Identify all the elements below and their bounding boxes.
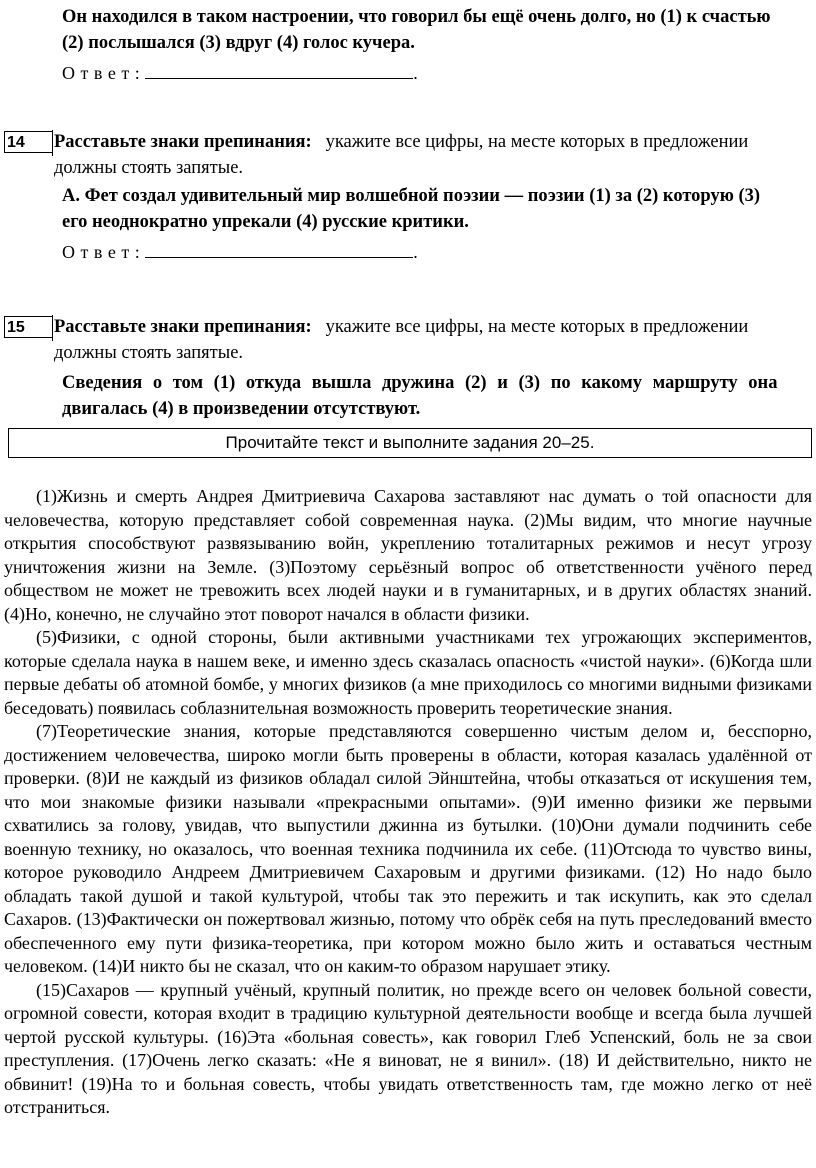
task14-instruction-text2: должны стоять запятые. [54,158,244,178]
task14-instruction-label: Расставьте знаки препинания: [54,132,312,152]
task14-sentence-line2: его неоднократно упрекали (4) русские критики. [62,212,469,232]
task14-instruction-text: укажите все цифры, на месте которых в предложении [325,132,749,152]
task15-sentence-line2: двигалась (4) в произведении отсутствуют. [62,399,421,419]
task15-instruction [54,314,814,366]
task13-answer: О т в е т : . [62,63,419,83]
task15-instruction-label: Расставьте знаки препинания: [54,317,312,337]
paragraph-2: (5)Физики, с одной стороны, были активными участниками тех угрожающих экспериментов, которые сделала наука в нашем веке, и именно здесь сказалась опасность «чистой науки». (6)Когда шли первые дебаты об атомной бомбе, у многих физиков (а мне приходилось со многими видными физиками беседовать) появилась соблазнительная возможность проверить теоретические знания. [4,627,812,718]
paragraph-1: (1)Жизнь и смерть Андрея Дмитриевича Сахарова заставляют нас думать о той опасности для человечества, которую представляет собой современная наука. (2)Мы видим, что многие научные открытия способствуют развязыванию войн, укреплению тоталитарных режимов и несут угрозу уничтожения жизни на Земле. (3)Поэтому серьёзный вопрос об ответственности учёного перед обществом не может не тревожить всех людей науки и в гуманитарных, и в других областях знаний. (4)Но, конечно, не случайно этот поворот начался в области физики. [4,486,812,624]
task14-answer-field[interactable] [145,241,413,258]
paragraph-3: (7)Теоретические знания, которые представляются совершенно чистым делом и, бесспорно, достижением человечества, широко могли быть проверены в области, которая казалась удалённой от проверки. (8)И не каждый из физиков обладал силой Эйнштейна, чтобы отказаться от искушения тем, что мои знакомые физики называли «прекрасными опытами». (9)И именно физики же первыми схватились за голову, увидав, что выпустили джинна из бутылки. (10)Они думали подчинить себе военную технику, но оказалось, что военная техника подчинила их себе. (11)Отсюда то чувство вины, которое руководило Андреем Дмитриевичем Сахаровым и другими физиками. (12) Но надо было обладать такой душой и такой культурой, чтобы так это пережить и так искупить, как это сделал Сахаров. (13)Фактически он пожертвовал жизнью, потому что обрёк себя на путь преследований вместо обеспеченного ему пути физика-теоретика, при котором можно было жить и оставаться честным человеком. (14)И никто бы не сказал, что он каким-то образом нарушает этику. [4,721,812,976]
answer-label: О т в е т : [62,63,141,83]
paragraph-4: (15)Сахаров — крупный учёный, крупный политик, но прежде всего он человек больной совести, огромной совести, которая входит в традицию культурной деятельности вообще и всегда была лучшей чертой русской культуры. (16)Эта «больная совесть», как говорил Глеб Успенский, боль не за свои преступления. (17)Очень легко сказать: «Не я виноват, не я винил». (18) И действительно, никто не обвинит! (19)На то и больная совесть, чтобы увидать ответственность там, где можно легко от неё отстраниться. [4,979,812,1117]
reading-instruction-banner: Прочитайте текст и выполните задания 20–25. [8,428,812,458]
task14-sentence-line1: А. Фет создал удивительный мир волшебной поэзии — поэзии (1) за (2) которую (3) [62,186,761,206]
answer-label: О т в е т : [62,242,141,262]
reading-text [4,485,812,1120]
task15-instruction-text: укажите все цифры, на месте которых в предложении [325,317,749,337]
task13-sentence-line1: Он находился в таком настроении, что говорил бы ещё очень долго, но (1) к счастью [62,7,771,27]
task15-instruction-text2: должны стоять запятые. [54,343,244,363]
task14-number: 14 [4,131,52,153]
task13-sentence-line2: (2) послышался (3) вдруг (4) голос кучера. [62,33,415,53]
task14-instruction [54,129,814,181]
task14-answer: О т в е т : . [62,242,419,262]
task13-answer-field[interactable] [145,62,413,79]
task15-sentence-line1: Сведения о том (1) откуда вышла дружина (2) и (3) по какому маршруту она [62,373,778,393]
task15-number: 15 [4,316,52,338]
